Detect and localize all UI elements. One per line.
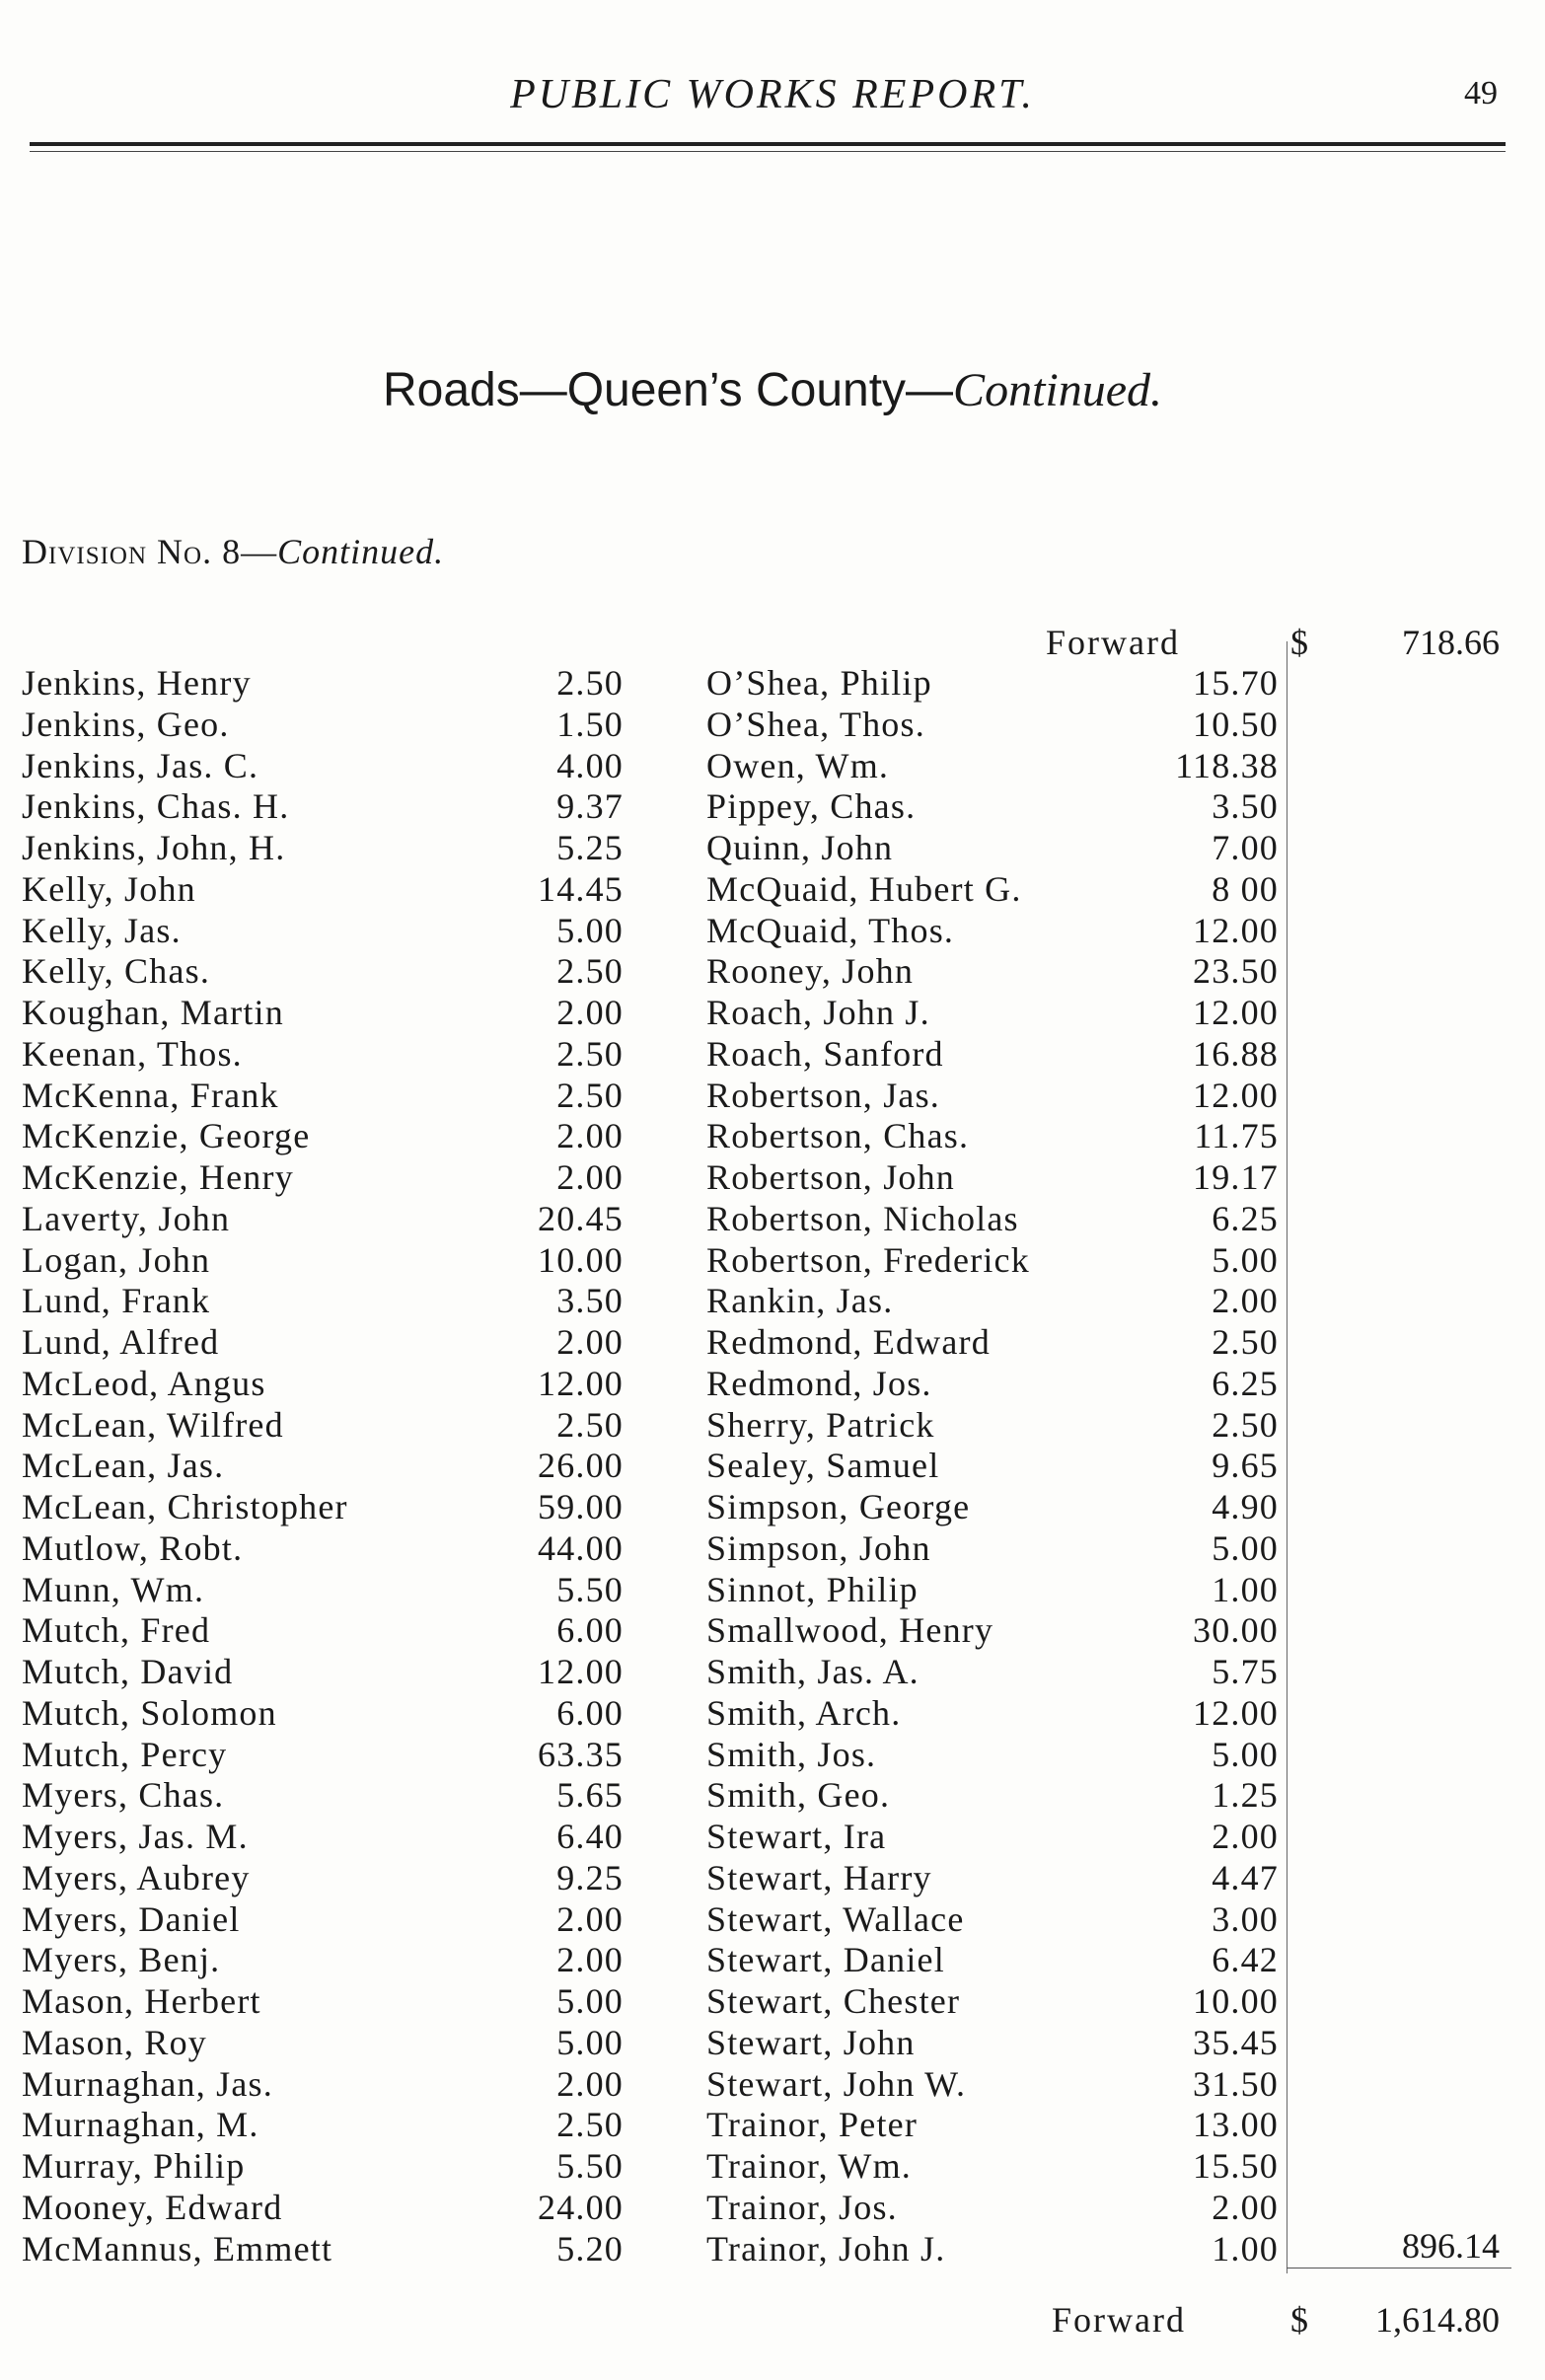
- right-ledger-column: [706, 663, 1279, 2269]
- forward-top-currency: $: [1290, 623, 1308, 662]
- payee-name: Koughan, Martin: [22, 993, 284, 1032]
- payee-name: McLean, Jas.: [22, 1446, 225, 1486]
- payment-amount: 10.00: [1193, 1981, 1279, 2021]
- payment-amount: 3.50: [1212, 786, 1279, 827]
- payee-name: Mutlow, Robt.: [22, 1527, 244, 1568]
- payee-name: Keenan, Thos.: [22, 1033, 243, 1074]
- payment-amount: 2.00: [556, 993, 624, 1032]
- payee-name: McKenzie, George: [22, 1116, 311, 1156]
- ledger-row: [22, 828, 624, 869]
- section-title: [0, 363, 1545, 417]
- ledger-row: [22, 746, 624, 787]
- payee-name: Owen, Wm.: [706, 745, 890, 785]
- payment-amount: 2.00: [1212, 2187, 1279, 2227]
- forward-bottom-amount: 1,614.80: [1375, 2300, 1500, 2340]
- payee-name: Munn, Wm.: [22, 1569, 205, 1609]
- payee-name: Murnaghan, Jas.: [22, 2063, 273, 2104]
- payee-name: McMannus, Emmett: [22, 2228, 333, 2268]
- payee-name: Trainor, Wm.: [706, 2146, 912, 2186]
- payee-name: Logan, John: [22, 1239, 211, 1280]
- payment-amount: 2.50: [556, 951, 624, 992]
- payment-amount: 6.42: [1212, 1940, 1279, 1980]
- payment-amount: 15.70: [1193, 663, 1279, 703]
- ledger-row: [22, 663, 624, 705]
- payment-amount: 5.75: [1212, 1652, 1279, 1691]
- payment-amount: 5.50: [556, 2146, 624, 2186]
- payee-name: Stewart, Chester: [706, 1981, 961, 2021]
- payee-name: Stewart, John W.: [706, 2063, 967, 2104]
- ledger-row: [706, 2229, 1279, 2270]
- payee-name: Laverty, John: [22, 1198, 231, 1238]
- payment-amount: 5.00: [1212, 1239, 1279, 1280]
- payment-amount: 8 00: [1212, 868, 1279, 909]
- payee-name: Mutch, Percy: [22, 1734, 228, 1774]
- payment-amount: 7.00: [1212, 828, 1279, 867]
- payment-amount: 9.37: [556, 786, 624, 827]
- ledger-row: [22, 1528, 624, 1570]
- payment-amount: 6.25: [1212, 1198, 1279, 1238]
- payee-name: Trainor, Peter: [706, 2105, 919, 2145]
- ledger-row: [22, 2146, 624, 2188]
- ledger-row: [22, 869, 624, 911]
- ledger-row: [706, 1116, 1279, 1157]
- amount-column-rule: [1287, 641, 1288, 2273]
- payment-amount: 6.25: [1212, 1363, 1279, 1403]
- payment-amount: 3.00: [1212, 1898, 1279, 1939]
- ledger-row: [706, 1199, 1279, 1240]
- payment-amount: 4.90: [1212, 1487, 1279, 1526]
- payment-amount: 5.00: [1212, 1734, 1279, 1774]
- payee-name: Robertson, Frederick: [706, 1239, 1030, 1280]
- payment-amount: 31.50: [1193, 2063, 1279, 2104]
- payee-name: Kelly, John: [22, 868, 196, 909]
- division-label: Division No. 8—: [22, 532, 278, 571]
- ledger-row: [706, 993, 1279, 1034]
- payment-amount: 5.50: [556, 1569, 624, 1609]
- forward-bottom-currency: $: [1290, 2300, 1308, 2340]
- payment-amount: 26.00: [538, 1446, 624, 1486]
- ledger-row: [22, 1405, 624, 1447]
- ledger-row: [22, 1899, 624, 1941]
- payee-name: McKenna, Frank: [22, 1075, 279, 1115]
- ledger-row: [22, 1487, 624, 1528]
- payment-amount: 2.50: [556, 1404, 624, 1445]
- payment-amount: 9.25: [556, 1857, 624, 1897]
- payment-amount: 1.50: [556, 704, 624, 744]
- ledger-row: [22, 1858, 624, 1899]
- ledger-row: [22, 2064, 624, 2106]
- payee-name: Stewart, Wallace: [706, 1898, 965, 1939]
- payee-name: O’Shea, Thos.: [706, 704, 925, 744]
- ledger-row: [22, 1693, 624, 1735]
- payment-amount: 2.00: [556, 1157, 624, 1197]
- ledger-row: [22, 1610, 624, 1652]
- ledger-row: [706, 1364, 1279, 1405]
- ledger-row: [22, 1199, 624, 1240]
- payment-amount: 10.00: [538, 1239, 624, 1280]
- payment-amount: 5.00: [556, 2022, 624, 2062]
- payee-name: McQuaid, Thos.: [706, 910, 955, 950]
- ledger-row: [22, 1775, 624, 1817]
- payee-name: Myers, Jas. M.: [22, 1817, 249, 1856]
- payee-name: Stewart, Ira: [706, 1817, 887, 1856]
- forward-bottom-label: Forward: [1052, 2300, 1186, 2340]
- payment-amount: 14.45: [538, 868, 624, 909]
- payment-amount: 2.50: [556, 1033, 624, 1074]
- ledger-row: [22, 1034, 624, 1076]
- payment-amount: 4.47: [1212, 1857, 1279, 1897]
- payee-name: McKenzie, Henry: [22, 1157, 294, 1197]
- payment-amount: 2.50: [556, 663, 624, 703]
- ledger-row: [706, 1940, 1279, 1981]
- payment-amount: 12.00: [1193, 910, 1279, 950]
- payee-name: Robertson, Nicholas: [706, 1198, 1019, 1238]
- payee-name: Mutch, Solomon: [22, 1692, 277, 1733]
- payee-name: Myers, Daniel: [22, 1898, 241, 1939]
- payee-name: Smallwood, Henry: [706, 1610, 994, 1651]
- payee-name: Stewart, John: [706, 2022, 916, 2062]
- ledger-row: [706, 1858, 1279, 1899]
- payment-amount: 23.50: [1193, 951, 1279, 992]
- payee-name: Sealey, Samuel: [706, 1446, 940, 1486]
- ledger-row: [22, 993, 624, 1034]
- payment-amount: 2.00: [556, 2063, 624, 2104]
- payee-name: Smith, Jos.: [706, 1734, 877, 1774]
- section-title-main: Roads—Queen’s County—: [382, 364, 954, 416]
- payment-amount: 6.40: [556, 1817, 624, 1856]
- payee-name: Murnaghan, M.: [22, 2105, 259, 2145]
- payee-name: Sinnot, Philip: [706, 1569, 919, 1609]
- ledger-row: [22, 786, 624, 828]
- division-continued: Continued.: [277, 532, 445, 571]
- payment-amount: 1.25: [1212, 1775, 1279, 1816]
- payment-amount: 2.00: [556, 1940, 624, 1980]
- page-number: 49: [1464, 75, 1498, 112]
- payment-amount: 2.50: [556, 2105, 624, 2145]
- payee-name: Robertson, Jas.: [706, 1075, 940, 1115]
- header-rule-thick: [30, 142, 1506, 146]
- payee-name: Rankin, Jas.: [706, 1281, 894, 1321]
- ledger-row: [22, 1157, 624, 1199]
- payee-name: Stewart, Harry: [706, 1857, 932, 1897]
- payment-amount: 5.25: [556, 828, 624, 867]
- ledger-row: [706, 2105, 1279, 2146]
- payment-amount: 5.00: [556, 910, 624, 950]
- payment-amount: 6.00: [556, 1692, 624, 1733]
- ledger-row: [22, 1240, 624, 1282]
- payment-amount: 12.00: [538, 1652, 624, 1691]
- ledger-row: [706, 911, 1279, 952]
- payee-name: Smith, Geo.: [706, 1775, 891, 1816]
- ledger-row: [706, 1281, 1279, 1322]
- payment-amount: 35.45: [1193, 2022, 1279, 2062]
- payment-amount: 5.65: [556, 1775, 624, 1816]
- ledger-row: [706, 2188, 1279, 2229]
- payee-name: Jenkins, Chas. H.: [22, 786, 290, 827]
- ledger-row: [706, 869, 1279, 911]
- ledger-row: [706, 2023, 1279, 2064]
- ledger-row: [706, 1034, 1279, 1076]
- header-rule-thin: [30, 151, 1506, 152]
- payment-amount: 10.50: [1193, 704, 1279, 744]
- ledger-row: [706, 1775, 1279, 1817]
- ledger-row: [706, 2064, 1279, 2106]
- payment-amount: 2.50: [1212, 1322, 1279, 1362]
- ledger-row: [706, 746, 1279, 787]
- payee-name: Robertson, Chas.: [706, 1116, 970, 1156]
- ledger-row: [22, 1735, 624, 1776]
- payee-name: Pippey, Chas.: [706, 786, 917, 827]
- payee-name: Smith, Arch.: [706, 1692, 902, 1733]
- ledger-row: [706, 1487, 1279, 1528]
- ledger-row: [706, 1610, 1279, 1652]
- ledger-row: [22, 911, 624, 952]
- payment-amount: 9.65: [1212, 1446, 1279, 1486]
- ledger-row: [22, 1981, 624, 2023]
- ledger-row: [706, 1817, 1279, 1858]
- ledger-row: [706, 828, 1279, 869]
- payment-amount: 12.00: [1193, 1692, 1279, 1733]
- payment-amount: 5.00: [556, 1981, 624, 2021]
- ledger-row: [22, 1446, 624, 1487]
- payment-amount: 2.00: [1212, 1281, 1279, 1321]
- payee-name: Simpson, George: [706, 1487, 971, 1526]
- payment-amount: 19.17: [1193, 1157, 1279, 1197]
- ledger-row: [22, 1076, 624, 1117]
- payment-amount: 2.00: [1212, 1817, 1279, 1856]
- payment-amount: 6.00: [556, 1610, 624, 1651]
- ledger-row: [22, 2105, 624, 2146]
- payee-name: Quinn, John: [706, 828, 894, 867]
- ledger-row: [706, 1405, 1279, 1447]
- payment-amount: 13.00: [1193, 2105, 1279, 2145]
- ledger-row: [706, 663, 1279, 705]
- ledger-row: [22, 1116, 624, 1157]
- payment-amount: 1.00: [1212, 2228, 1279, 2268]
- payment-amount: 1.00: [1212, 1569, 1279, 1609]
- payment-amount: 3.50: [556, 1281, 624, 1321]
- ledger-row: [706, 1693, 1279, 1735]
- ledger-row: [22, 2229, 624, 2270]
- ledger-row: [22, 1322, 624, 1364]
- ledger-row: [22, 1364, 624, 1405]
- payee-name: Roach, Sanford: [706, 1033, 944, 1074]
- payee-name: Rooney, John: [706, 951, 915, 992]
- payee-name: Redmond, Jos.: [706, 1363, 932, 1403]
- ledger-row: [706, 1899, 1279, 1941]
- payment-amount: 59.00: [538, 1487, 624, 1526]
- ledger-row: [706, 1570, 1279, 1611]
- page-header: [0, 71, 1545, 120]
- ledger-row: [706, 1528, 1279, 1570]
- payment-amount: 11.75: [1194, 1116, 1279, 1156]
- payee-name: Stewart, Daniel: [706, 1940, 945, 1980]
- ledger-row: [706, 1446, 1279, 1487]
- ledger-row: [706, 1076, 1279, 1117]
- payment-amount: 5.20: [556, 2228, 624, 2268]
- ledger-row: [22, 2188, 624, 2229]
- forward-top-label: Forward: [1046, 623, 1180, 662]
- payee-name: Mason, Roy: [22, 2022, 208, 2062]
- forward-top-amount: 718.66: [1402, 623, 1500, 662]
- division-heading: [22, 531, 444, 572]
- payee-name: Murray, Philip: [22, 2146, 246, 2186]
- payee-name: Lund, Alfred: [22, 1322, 220, 1362]
- payee-name: Jenkins, John, H.: [22, 828, 286, 867]
- ledger-row: [706, 1240, 1279, 1282]
- ledger-row: [706, 951, 1279, 993]
- left-ledger-column: [22, 663, 624, 2269]
- payee-name: Simpson, John: [706, 1527, 931, 1568]
- payment-amount: 15.50: [1193, 2146, 1279, 2186]
- payee-name: Sherry, Patrick: [706, 1404, 935, 1445]
- payment-amount: 2.00: [556, 1116, 624, 1156]
- payee-name: Jenkins, Geo.: [22, 704, 230, 744]
- payee-name: Trainor, John J.: [706, 2228, 946, 2268]
- ledger-row: [22, 2023, 624, 2064]
- payment-amount: 63.35: [538, 1734, 624, 1774]
- payee-name: Kelly, Jas.: [22, 910, 182, 950]
- payee-name: Jenkins, Jas. C.: [22, 745, 259, 785]
- column-subtotal: 896.14: [1402, 2226, 1500, 2266]
- payee-name: Roach, John J.: [706, 993, 930, 1032]
- ledger-row: [22, 1281, 624, 1322]
- payment-amount: 24.00: [538, 2187, 624, 2227]
- ledger-row: [706, 786, 1279, 828]
- payment-amount: 12.00: [538, 1363, 624, 1403]
- payment-amount: 30.00: [1193, 1610, 1279, 1651]
- ledger-row: [706, 1981, 1279, 2023]
- section-title-continued: Continued.: [953, 364, 1163, 416]
- payee-name: Trainor, Jos.: [706, 2187, 898, 2227]
- ledger-row: [706, 1735, 1279, 1776]
- payment-amount: 16.88: [1193, 1033, 1279, 1074]
- ledger-row: [706, 705, 1279, 746]
- payment-amount: 44.00: [538, 1527, 624, 1568]
- ledger-row: [706, 2146, 1279, 2188]
- payee-name: Myers, Chas.: [22, 1775, 225, 1816]
- payment-amount: 12.00: [1193, 1075, 1279, 1115]
- payee-name: Lund, Frank: [22, 1281, 211, 1321]
- payee-name: Robertson, John: [706, 1157, 955, 1197]
- ledger-row: [706, 1322, 1279, 1364]
- payee-name: Mutch, Fred: [22, 1610, 211, 1651]
- payment-amount: 5.00: [1212, 1527, 1279, 1568]
- running-head: PUBLIC WORKS REPORT.: [510, 72, 1035, 117]
- payment-amount: 2.00: [556, 1898, 624, 1939]
- ledger-row: [22, 951, 624, 993]
- payee-name: Myers, Aubrey: [22, 1857, 251, 1897]
- payee-name: Kelly, Chas.: [22, 951, 211, 992]
- ledger-row: [22, 1652, 624, 1693]
- payee-name: Mason, Herbert: [22, 1981, 261, 2021]
- payment-amount: 2.00: [556, 1322, 624, 1362]
- payment-amount: 2.50: [1212, 1404, 1279, 1445]
- payment-amount: 20.45: [538, 1198, 624, 1238]
- ledger-row: [22, 1570, 624, 1611]
- payment-amount: 4.00: [556, 745, 624, 785]
- ledger-row: [22, 1940, 624, 1981]
- payee-name: Smith, Jas. A.: [706, 1652, 920, 1691]
- ledger-row: [706, 1157, 1279, 1199]
- payment-amount: 118.38: [1175, 745, 1279, 785]
- payee-name: McLeod, Angus: [22, 1363, 266, 1403]
- payee-name: Redmond, Edward: [706, 1322, 991, 1362]
- payee-name: Myers, Benj.: [22, 1940, 221, 1980]
- payee-name: Jenkins, Henry: [22, 663, 252, 703]
- payee-name: Mooney, Edward: [22, 2187, 283, 2227]
- payee-name: McQuaid, Hubert G.: [706, 868, 1022, 909]
- payee-name: McLean, Christopher: [22, 1487, 348, 1526]
- ledger-row: [706, 1652, 1279, 1693]
- payment-amount: 2.50: [556, 1075, 624, 1115]
- payment-amount: 12.00: [1193, 993, 1279, 1032]
- payee-name: O’Shea, Philip: [706, 663, 932, 703]
- ledger-row: [22, 705, 624, 746]
- payee-name: Mutch, David: [22, 1652, 234, 1691]
- payee-name: McLean, Wilfred: [22, 1404, 284, 1445]
- ledger-row: [22, 1817, 624, 1858]
